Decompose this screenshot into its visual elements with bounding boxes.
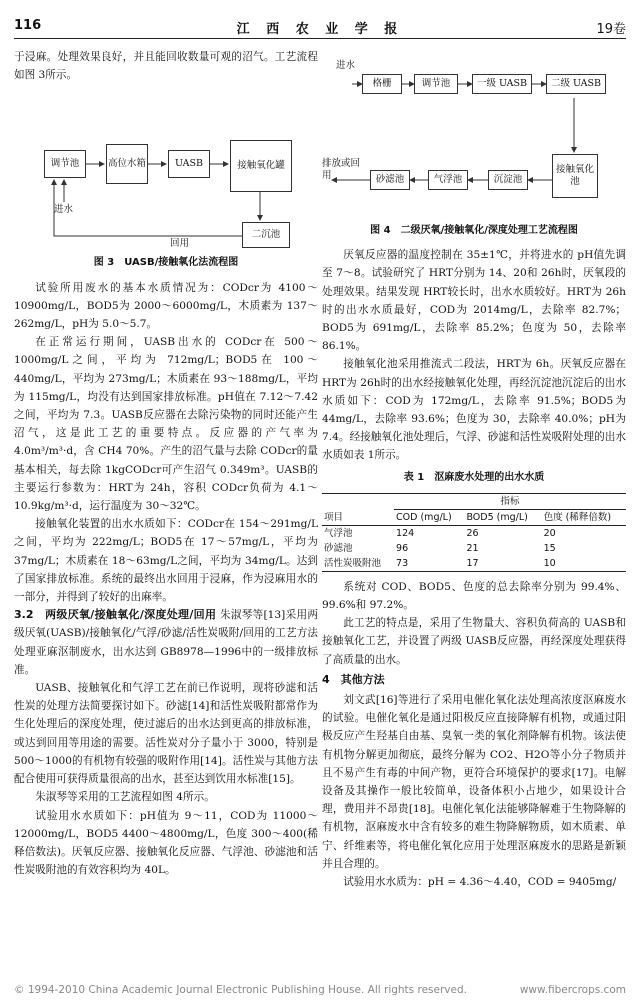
table-cell: 26: [466, 527, 479, 539]
section-4-heading: 4 其他方法: [322, 672, 385, 686]
section-text: 朱淑琴等[13]采用两级厌氧(UASB)/接触氧化/气浮/砂滤/活性炭吸附/回用的工艺方法处理亚麻沤制废水，出水达到 GB8978—1996中的一级排放标准。: [14, 609, 318, 676]
paragraph: 试验所用废水的基本水质情况为：CODcr为 4100～10900mg/L，BOD5为 2000～6000mg/L，木质素为 137～262mg/L，pH为 5.0～5.7。: [14, 281, 318, 331]
uasb1-box: 一级 UASB: [472, 74, 532, 94]
table-header: COD (mg/L): [394, 509, 464, 525]
jiechu-box: 接触氧化池: [552, 154, 598, 198]
watermark: www.fibercrops.com: [519, 984, 626, 996]
paragraph: 厌氧反应器的温度控制在 35±1℃，并将进水的 pH值先调至 7～8。试验研究了 HRT分别为 14、20和 26h时，厌氧段的处理效果。结果发现 HRT较长时，出水水质较好。HRT为 26h时的出水水质最好，COD为 2014mg/L，去除率 82.7%；BOD5为 691mg/L，去除率 85.2%；色度为 50，去除率 86.1%。: [322, 249, 626, 353]
reuse-label: 回用: [170, 238, 190, 250]
tiaojie-box: 调节池: [44, 150, 86, 178]
jiechu-box: 接触氧化罐: [230, 140, 292, 192]
discharge-label: 排放或回用: [322, 158, 361, 181]
erchen-box: 二沉池: [242, 222, 290, 248]
paragraph: 试验用水水质为：pH = 4.36～4.40，COD = 9405mg/: [343, 876, 617, 889]
volume: 19卷: [596, 22, 626, 37]
table-1: [322, 493, 626, 572]
table-cell: 17: [464, 556, 541, 572]
paragraph: 朱淑琴等采用的工艺流程如图 4所示。: [35, 791, 215, 804]
paragraph: 于浸麻。处理效果良好，并且能回收数量可观的沼气。工艺流程如图 3所示。: [14, 51, 318, 82]
table-cell: 20: [543, 527, 556, 539]
paragraph: UASB、接触氧化和气浮工艺在前已作说明，现将砂滤和活性炭的处理方法简要探讨如下。砂滤[14]和活性炭吸附都常作为生化处理后的深度处理，使过滤后的出水达到更高的排放标准，或达到回用等用途的需要。活性炭对分子量小于 3000，特别是 500～1000的有机物有较强的吸附作用[14]。活性炭与其他方法配合使用可获得质量很高的出水，甚至达到饮用水标准[15]。: [14, 682, 318, 786]
table-cell: 15: [543, 542, 556, 554]
table-cell: 124: [396, 527, 415, 539]
paragraph: 试验用水水质如下：pH值为 9～11，COD为 11000～12000mg/L，BOD5 4400～4800mg/L，色度 300～400(稀释倍数法)。厌氧反应器、接触氧化反应器、气浮池、砂滤池和活性炭吸附池的有效容积均为 40L。: [14, 809, 318, 877]
table-1-caption: 表 1 沤麻废水处理的出水水质: [403, 471, 545, 483]
table-cell: 96: [396, 542, 409, 554]
section-3-2: [14, 606, 318, 679]
table-header: BOD5 (mg/L): [464, 509, 541, 525]
uasb-box: UASB: [168, 150, 210, 178]
uasb2-box: 二级 UASB: [546, 74, 606, 94]
paragraph: 刘文武[16]等进行了采用电催化氧化法处理高浓度沤麻废水的试验。电催化氧化是通过阳极反应直接降解有机物，或通过阳极反应产生羟基自由基、臭氧一类的氧化剂降解有机物。该法使有机物分解更加彻底，最终分解为 CO2、H2O等小分子物质并且不易产生有毒的中间产物，更符合环境保护的要求[17]。电解设备及其操作一般比较简单，设备体积小占地少，如果设计合理，费用并不昂贵[18]。电催化氧化法能够降解难于生物降解的有机物，沤麻废水中含有较多的难生物降解物质，如木质素、单宁、纤维素等，将电催化氧化应用于处理沤麻废水的思路是新颖并且合理的。: [322, 694, 626, 870]
paragraph: 接触氧化装置的出水水质如下：CODcr在 154～291mg/L之间，平均为 222mg/L；BOD5在 17～57mg/L，平均为 37mg/L；木质素在 18～63mg/L之间，平均为 34mg/L。达到了国家排放标准。系统的最终出水回用于浸麻，作为浸麻用水的一部分，并得到了较好的出麻率。: [14, 518, 318, 604]
paragraph: 系统对 COD、BOD5、色度的总去除率分别为 99.4%、99.6%和 97.2%。: [322, 580, 626, 612]
qifu-box: 气浮池: [428, 170, 468, 190]
figure-4-caption: 图 4 二级厌氧/接触氧化/深度处理工艺流程图: [370, 225, 578, 236]
table-cell: 21: [466, 542, 479, 554]
table-row: [322, 525, 626, 541]
journal-title: 江 西 农 业 学 报: [236, 22, 404, 37]
table-cell: 活性炭吸附池: [322, 556, 394, 572]
table-row: [322, 556, 626, 572]
shalv-box: 砂滤池: [370, 170, 410, 190]
figure-3: [14, 84, 318, 250]
page-number: 116: [14, 18, 42, 33]
section-heading: 3.2 两级厌氧/接触氧化/深度处理/回用: [14, 608, 217, 622]
page-header: [14, 16, 626, 39]
figure-3-caption: 图 3 UASB/接触氧化法流程图: [93, 257, 239, 269]
table-cell: 10: [542, 556, 626, 572]
inflow-label: 进水: [336, 60, 356, 71]
paragraph: 接触氧化池采用推流式二段法，HRT为 6h。厌氧反应器在 HRT为 26h时的出水经接触氧化处理，再经沉淀池沉淀后的出水水质如下：COD为 172mg/L，去除率 91.5%；BOD5为 44mg/L，去除率 93.6%；色度为 30，去除率 40.0%；pH为 7.4。经接触氧化池处理后，气浮、砂滤和活性炭吸附处理的出水水质如表 1所示。: [322, 358, 626, 462]
table-row: [322, 541, 626, 556]
right-column: [322, 48, 626, 891]
left-column: [14, 48, 318, 879]
copyright-footer: © 1994-2010 China Academic Journal Electronic Publishing House. All rights reserved.: [14, 984, 467, 996]
table-header: 项目: [322, 509, 394, 525]
figure-4: [322, 48, 626, 218]
inflow-label: 进水: [54, 204, 74, 216]
table-header-spacer: [322, 493, 394, 509]
table-cell: 73: [394, 556, 464, 572]
paragraph: 在正常运行期间，UASB出水的 CODcr在 500～1000mg/L之间，平均为 712mg/L；BOD5在 100～440mg/L，平均为 273mg/L；木质素在 93～188mg/L，平均为 115mg/L，均没有达到国家排放标准。pH值在 7.12～7.42之间，平均为 7.3。UASB反应器在去除污染物的同时还能产生沼气，这是此工艺的重要特点。反应器的产气率为 4.0m³/m³·d，含 CH4 70%。产生的沼气量与去除 CODcr的量基本相关，每去除 1kgCODcr可产生沼气 0.349m³。UASB的主要运行参数为：HRT为 24h，容积 CODcr负荷为 4.1～10.9kg/m³·d，运行温度为 30～32℃。: [14, 336, 318, 513]
table-header: 色度 (稀释倍数): [542, 509, 626, 525]
table-cell: 气浮池: [324, 527, 353, 539]
gaowei-box: 高位水箱: [106, 144, 148, 184]
chendian-box: 沉淀池: [488, 170, 528, 190]
paragraph: 此工艺的特点是，采用了生物量大、容积负荷高的 UASB和接触氧化工艺，并设置了两级 UASB反应器，再经深度处理获得了高质量的出水。: [322, 617, 626, 666]
gezha-box: 格栅: [362, 74, 402, 94]
tiaojie-box: 调节池: [414, 74, 458, 94]
table-cell: 砂滤池: [324, 542, 353, 554]
table-group-header: 指标: [394, 493, 626, 509]
